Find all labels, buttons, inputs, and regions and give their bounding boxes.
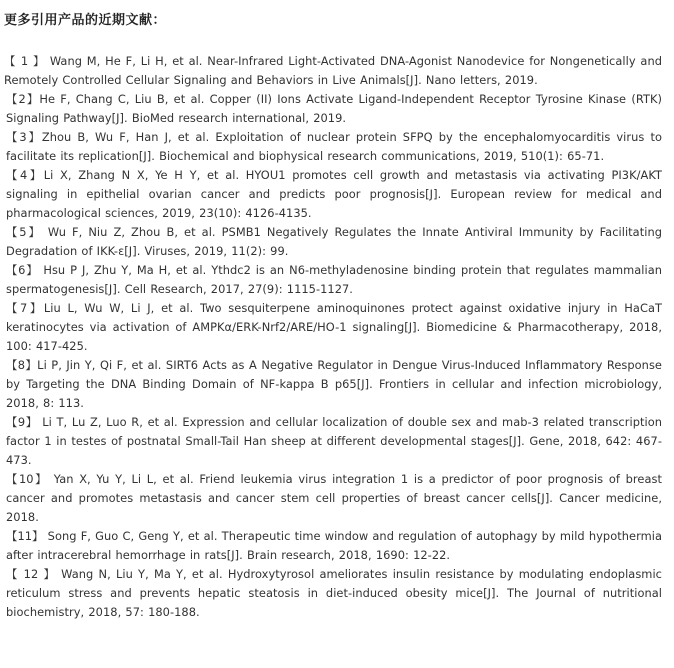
reference-item-4	[4, 166, 662, 223]
reference-text: Zhou B, Wu F, Han J, et al. Exploitation of nuclear protein SFPQ by the encephalomyocarditis virus to facilitate its replication[J]. Biochemical and biophysical research communications, 2019, 510(1): 65-71.	[6, 130, 662, 163]
reference-item-11	[4, 527, 662, 565]
reference-number: 【8】	[6, 358, 38, 372]
reference-text: Li P, Jin Y, Qi F, et al. SIRT6 Acts as A Negative Regulator in Dengue Virus-Induced Inflammatory Response by Targeting the DNA Binding Domain of NF-kappa B p65[J]. Frontiers in cellular and infection microbiology, 2018, 8: 113.	[6, 358, 662, 410]
reference-text: Li T, Lu Z, Luo R, et al. Expression and cellular localization of double sex and mab-3 related transcription factor 1 in testes of postnatal Small-Tail Han sheep at different developmental stages[J]. Gene, 2018, 642: 467-473.	[6, 415, 662, 467]
reference-text: Song F, Guo C, Geng Y, et al. Therapeutic time window and regulation of autophagy by mild hypothermia after intracerebral hemorrhage in rats[J]. Brain research, 2018, 1690: 12-22.	[6, 529, 663, 562]
reference-item-5	[4, 223, 662, 261]
reference-number: 【4】	[6, 168, 44, 182]
reference-text: Li X, Zhang N X, Ye H Y, et al. HYOU1 promotes cell growth and metastasis via activating PI3K/AKT signaling in epithelial ovarian cancer and predicts poor prognosis[J]. European review for medical and pharmacological sciences, 2019, 23(10): 4126-4135.	[6, 168, 662, 220]
reference-item-12	[4, 565, 662, 622]
reference-number: 【9】	[6, 415, 38, 429]
reference-text: He F, Chang C, Liu B, et al. Copper (II) Ions Activate Ligand-Independent Receptor Tyrosine Kinase (RTK) Signaling Pathway[J]. BioMed research international, 2019.	[6, 92, 662, 125]
reference-text: Liu L, Wu W, Li J, et al. Two sesquiterpene aminoquinones protect against oxidative injury in HaCaT keratinocytes via activation of AMPKα/ERK-Nrf2/ARE/HO-1 signaling[J]. Biomedicine & Pharmacotherapy, 2018, 100: 417-425.	[6, 301, 662, 353]
reference-number: 【6】	[6, 263, 39, 277]
reference-number: 【11】	[6, 529, 44, 543]
reference-text: Wu F, Niu Z, Zhou B, et al. PSMB1 Negatively Regulates the Innate Antiviral Immunity by Facilitating Degradation of IKK-ε[J]. Viruses, 2019, 11(2): 99.	[6, 225, 662, 258]
reference-text: Yan X, Yu Y, Li L, et al. Friend leukemia virus integration 1 is a predictor of poor prognosis of breast cancer and promotes metastasis and cancer stem cell properties of breast cancer cells[J]. Cancer medicine, 2018.	[6, 472, 662, 524]
reference-number: 【5】	[6, 225, 42, 239]
reference-number: 【10】	[6, 472, 49, 486]
reference-number: 【 1 】	[4, 54, 46, 68]
reference-number: 【 12 】	[6, 567, 56, 581]
reference-item-3	[4, 128, 662, 166]
reference-text: Hsu P J, Zhu Y, Ma H, et al. Ythdc2 is an N6-methyladenosine binding protein that regulates mammalian spermatogenesis[J]. Cell Research, 2017, 27(9): 1115-1127.	[6, 263, 662, 296]
section-heading: 更多引用产品的近期文献：	[4, 13, 167, 28]
reference-text: Wang M, He F, Li H, et al. Near-Infrared Light-Activated DNA-Agonist Nanodevice for Nongenetically and Remotely Controlled Cellular Signaling and Behaviors in Live Animals[J]. Nano letters, 2019.	[4, 54, 663, 87]
reference-list	[4, 52, 662, 622]
reference-item-9	[4, 413, 662, 470]
reference-item-6	[4, 261, 662, 299]
reference-item-10	[4, 470, 662, 527]
reference-item-2	[4, 90, 662, 128]
reference-item-8	[4, 356, 662, 413]
reference-item-7	[4, 299, 662, 356]
reference-number: 【7】	[6, 301, 44, 315]
reference-number: 【3】	[6, 130, 42, 144]
reference-item-1	[4, 52, 662, 90]
reference-number: 【2】	[6, 92, 40, 106]
reference-text: Wang N, Liu Y, Ma Y, et al. Hydroxytyrosol ameliorates insulin resistance by modulating endoplasmic reticulum stress and prevents hepatic steatosis in diet-induced obesity mice[J]. The Journal of nutritional biochemistry, 2018, 57: 180-188.	[6, 567, 662, 619]
